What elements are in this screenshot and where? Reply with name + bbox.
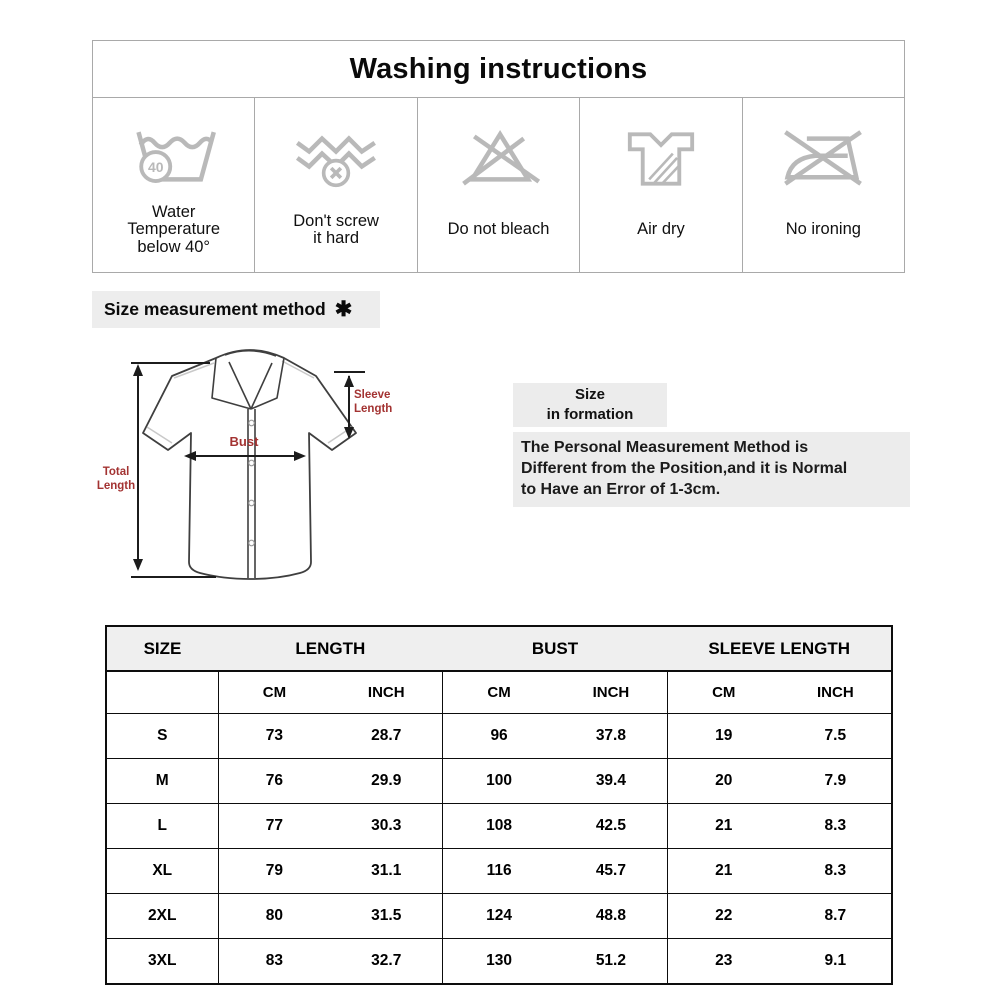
value-cell: 80 — [218, 894, 330, 939]
value-cell: 76 — [218, 759, 330, 804]
no-wring-icon — [293, 124, 379, 194]
table-row-s — [106, 714, 892, 759]
size-chart-table — [105, 625, 893, 985]
wash-temp-value: 40 — [147, 158, 164, 175]
size-information-title-line2: in formation — [546, 406, 634, 423]
note-line-1: The Personal Measurement Method is — [521, 439, 809, 456]
asterisk-icon: ✱ — [334, 298, 353, 321]
washing-cell-air-dry — [580, 98, 742, 272]
sleeve-length-label-line2: Length — [354, 403, 393, 415]
size-cell: S — [106, 714, 218, 759]
table-row-m — [106, 759, 892, 804]
value-cell: 8.7 — [780, 894, 892, 939]
group-header-row — [106, 626, 892, 671]
value-cell: 116 — [443, 849, 555, 894]
table-row-xl — [106, 849, 892, 894]
value-cell: 30.3 — [330, 804, 442, 849]
size-measurement-heading-text: Size measurement method — [104, 299, 326, 319]
washing-label-air-dry: Air dry — [637, 220, 685, 239]
unit-bust-cm: CM — [443, 671, 555, 714]
value-cell: 7.9 — [780, 759, 892, 804]
size-cell: XL — [106, 849, 218, 894]
value-cell: 22 — [667, 894, 779, 939]
washing-cell-no-iron — [743, 98, 904, 272]
bust-label: Bust — [229, 434, 259, 449]
washing-label-no-bleach: Do not bleach — [447, 220, 550, 239]
unit-sleeve-inch: INCH — [780, 671, 892, 714]
size-information-title-box — [513, 383, 667, 427]
total-length-label-line2: Length — [96, 480, 136, 492]
value-cell: 21 — [667, 849, 779, 894]
size-measurement-heading — [92, 291, 380, 328]
value-cell: 37.8 — [555, 714, 667, 759]
table-row-3xl — [106, 939, 892, 985]
unit-length-inch: INCH — [330, 671, 442, 714]
washing-cell-water-temp — [93, 98, 255, 272]
washing-cell-no-bleach — [418, 98, 580, 272]
table-row-2xl — [106, 894, 892, 939]
washing-icons-row — [93, 98, 904, 272]
size-information-title-line1: Size — [574, 385, 605, 403]
unit-length-cm: CM — [218, 671, 330, 714]
value-cell: 79 — [218, 849, 330, 894]
unit-header-row — [106, 671, 892, 714]
size-cell: M — [106, 759, 218, 804]
value-cell: 108 — [443, 804, 555, 849]
value-cell: 21 — [667, 804, 779, 849]
sleeve-length-label-line1: Sleeve — [354, 389, 391, 401]
value-cell: 96 — [443, 714, 555, 759]
shirt-measurement-diagram — [88, 338, 420, 606]
col-header-length: LENGTH — [218, 626, 443, 671]
value-cell: 20 — [667, 759, 779, 804]
total-length-label-line1: Total — [102, 466, 130, 478]
value-cell: 8.3 — [780, 804, 892, 849]
washing-label-no-iron: No ironing — [785, 220, 861, 239]
value-cell: 29.9 — [330, 759, 442, 804]
col-header-size: SIZE — [106, 626, 218, 671]
value-cell: 19 — [667, 714, 779, 759]
value-cell: 9.1 — [780, 939, 892, 985]
wash-40-icon — [131, 124, 217, 194]
note-line-3: to Have an Error of 1-3cm. — [521, 480, 721, 498]
washing-label-no-wring: Don't screw it hard — [293, 211, 379, 247]
unit-bust-inch: INCH — [555, 671, 667, 714]
value-cell: 83 — [218, 939, 330, 985]
value-cell: 31.5 — [330, 894, 442, 939]
value-cell: 73 — [218, 714, 330, 759]
no-iron-icon — [780, 124, 866, 194]
value-cell: 48.8 — [555, 894, 667, 939]
value-cell: 45.7 — [555, 849, 667, 894]
washing-label-water-temp: Water Temperature below 40° — [127, 203, 221, 256]
value-cell: 8.3 — [780, 849, 892, 894]
no-bleach-icon — [456, 124, 542, 194]
value-cell: 51.2 — [555, 939, 667, 985]
value-cell: 31.1 — [330, 849, 442, 894]
washing-instructions-table — [92, 40, 905, 273]
value-cell: 7.5 — [780, 714, 892, 759]
air-dry-icon — [618, 124, 704, 194]
note-line-2: Different from the Position,and it is Normal — [521, 459, 848, 477]
table-row-l — [106, 804, 892, 849]
value-cell: 28.7 — [330, 714, 442, 759]
value-cell: 100 — [443, 759, 555, 804]
size-information-note — [513, 432, 910, 507]
size-cell: 2XL — [106, 894, 218, 939]
value-cell: 130 — [443, 939, 555, 985]
col-header-sleeve-length: SLEEVE LENGTH — [667, 626, 892, 671]
value-cell: 77 — [218, 804, 330, 849]
value-cell: 124 — [443, 894, 555, 939]
unit-sleeve-cm: CM — [667, 671, 779, 714]
value-cell: 42.5 — [555, 804, 667, 849]
unit-blank-cell — [106, 671, 218, 714]
value-cell: 39.4 — [555, 759, 667, 804]
value-cell: 32.7 — [330, 939, 442, 985]
value-cell: 23 — [667, 939, 779, 985]
washing-cell-no-wring — [255, 98, 417, 272]
col-header-bust: BUST — [443, 626, 668, 671]
washing-instructions-title: Washing instructions — [93, 41, 904, 98]
size-cell: L — [106, 804, 218, 849]
size-cell: 3XL — [106, 939, 218, 985]
